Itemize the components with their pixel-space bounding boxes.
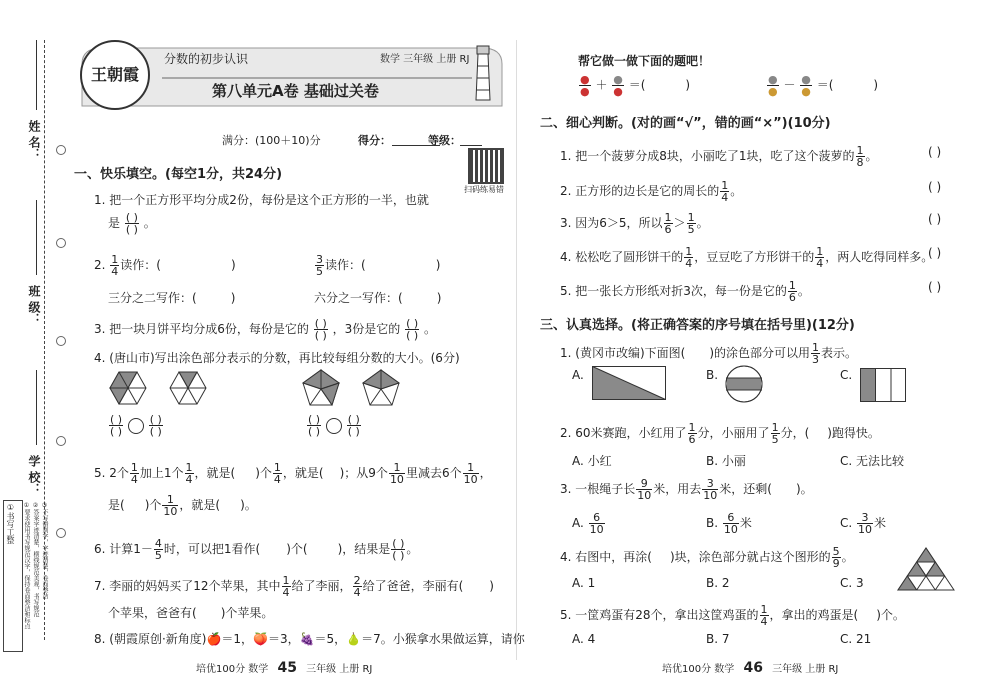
q1-line1: 1. 把一个正方形平均分成2份，每份是这个正方形的一半，也就 (94, 193, 429, 207)
grade-label: 等级： (428, 134, 461, 147)
qr-label: 扫码练易错 (464, 185, 504, 194)
page-title: 第八单元A卷 基础过关卷 (212, 82, 379, 100)
fraction-blank[interactable]: $\frac{( )}{( )}$ (314, 317, 327, 342)
tips-box (3, 500, 23, 652)
hole-mark (56, 336, 66, 346)
fraction-1-4: $\frac{1}{4}$ (111, 253, 119, 278)
tip-notes (22, 500, 62, 650)
hole-mark (56, 436, 66, 446)
logo: 王朝霞 (80, 40, 150, 110)
fraction-3-5: $\frac{3}{5}$ (316, 253, 323, 278)
judge-answer-2[interactable]: ( ) (928, 180, 942, 194)
choice-4-opt-b[interactable]: B. 2 (706, 576, 730, 590)
q5-line2: 是( )个 $\frac{1}{10}$ ，就是( )。 (108, 493, 257, 518)
q1-line2 (108, 212, 156, 235)
choice-2-opt-a[interactable]: A. 小红 (572, 454, 612, 468)
grade-line (460, 145, 482, 146)
choice-4: 4. 右图中，再涂( )块，涂色部分就占这个图形的 $\frac{5}{9}$ 。 (560, 545, 854, 570)
judge-3: 3. 因为6＞5，所以 $\frac{1}{6}$ ＞ $\frac{1}{5}$ 。 (560, 211, 709, 236)
right-intro: 帮它做一做下面的题吧！ (578, 54, 711, 68)
lighthouse-icon (468, 42, 498, 104)
center-fold (516, 40, 517, 660)
pentagon-b (363, 370, 399, 405)
judge-1: 1. 把一个菠萝分成8块，小丽吃了1块，吃了这个菠萝的 $\frac{1}{8}$ 。 (560, 144, 878, 169)
fraction-blank[interactable]: $\frac{( )}{( )}$ (406, 317, 419, 342)
q2-a: 2. $\frac{1}{4}$ 读作：( ) (94, 253, 236, 278)
q8: 8. (朝霞原创·新角度)🍎＝1，🍑＝3，🍇＝5，🍐＝7。小猴拿水果做运算，请你 (94, 632, 525, 646)
q4-compare-a[interactable]: $\frac{( )}{( )}$ $\frac{( )}{( )}$ (110, 413, 162, 438)
grade-meta: 数学 三年级 上册 RJ (380, 54, 470, 65)
judge-answer-3[interactable]: ( ) (928, 212, 942, 226)
q4-compare-b[interactable]: $\frac{( )}{( )}$ $\frac{( )}{( )}$ (308, 413, 360, 438)
judge-answer-1[interactable]: ( ) (928, 145, 942, 159)
choice-3: 3. 一根绳子长 $\frac{9}{10}$ 米，用去 $\frac{3}{10}$ 米，还剩( )。 (560, 477, 813, 502)
pentagon-a (303, 370, 339, 405)
choice-5-opt-c[interactable]: C. 21 (840, 632, 872, 646)
q2-d: 六分之一写作：( ) (314, 291, 442, 305)
judge-answer-5[interactable]: ( ) (928, 280, 942, 294)
full-score: 满分：(100＋10)分 (222, 134, 321, 147)
q5-line1: 5. 2个 $\frac{1}{4}$ 加上1个 $\frac{1}{4}$ ，就是( )个 $\frac{1}{4}$ ，就是( )；从9个 $\frac{1}{10}$ 里减去6个 $\frac{1}{10}$ ， (94, 461, 492, 486)
choice-1-opt-a[interactable]: A. (572, 368, 584, 382)
judge-2: 2. 正方形的边长是它的周长的 $\frac{1}{4}$ 。 (560, 179, 743, 204)
hole-mark (56, 238, 66, 248)
school-line (36, 370, 37, 445)
option-b-figure (724, 364, 764, 404)
option-c-figure (860, 368, 906, 402)
q2-b: $\frac{3}{5}$ 读作：( ) (316, 253, 441, 278)
name-line (36, 40, 37, 110)
choice-5-opt-b[interactable]: B. 7 (706, 632, 730, 646)
name-label: 姓 名： (27, 120, 41, 161)
q6: 6. 计算1－ $\frac{4}{5}$ 时，可以把1看作( )个( )，结果是 $\frac{( )}{( )}$ 。 (94, 537, 419, 562)
section2-title: 二、细心判断。(对的画“√”，错的画“×”)(10分) (540, 116, 831, 131)
choice-2-opt-b[interactable]: B. 小丽 (706, 454, 746, 468)
choice-5-opt-a[interactable]: A. 4 (572, 632, 596, 646)
judge-answer-4[interactable]: ( ) (928, 246, 942, 260)
choice-3-opt-a[interactable]: A. $\frac{6}{10}$ (572, 511, 604, 536)
q4-shapes (106, 368, 406, 410)
fruit-eq-2: $\frac{●}{●}$ － $\frac{●}{●}$ ＝( ) (768, 73, 879, 98)
choice-1-opt-b[interactable]: B. (706, 368, 719, 382)
choice-2-opt-c[interactable]: C. 无法比较 (840, 454, 905, 468)
triangle-grid-figure (896, 546, 956, 592)
tip-note-1: ①要求使用书写规范汉字，保持卷面整洁和标点 (23, 502, 30, 629)
q7-line1: 7. 李丽的妈妈买了12个苹果，其中 $\frac{1}{4}$ 给了李丽， $\frac{2}{4}$ 给了爸爸，李丽有( ) (94, 574, 494, 599)
score-label: 得分： (358, 134, 391, 147)
page-number-right: 46 (743, 660, 763, 676)
q1-text: 是 (108, 216, 121, 230)
section1-title: 一、快乐填空。(每空1分，共24分) (74, 167, 283, 182)
choice-3-opt-c[interactable]: C. $\frac{3}{10}$ 米 (840, 511, 887, 536)
q1-end: 。 (143, 216, 156, 230)
page-number-left: 45 (277, 660, 297, 676)
tip-1: ①书写工整 (6, 503, 15, 544)
fraction-blank[interactable]: $\frac{( )}{( )}$ (125, 211, 138, 236)
class-label: 班 级： (27, 285, 41, 326)
choice-2: 2. 60米赛跑，小红用了 $\frac{1}{6}$ 分，小丽用了 $\frac{1}{5}$ 分，( )跑得快。 (560, 421, 880, 446)
header-banner (72, 36, 510, 116)
judge-5: 5. 把一张长方形纸对折3次，每一份是它的 $\frac{1}{6}$ 。 (560, 279, 810, 304)
class-line (36, 200, 37, 275)
choice-4-opt-c[interactable]: C. 3 (840, 576, 864, 590)
hole-mark (56, 145, 66, 155)
qr-code[interactable] (468, 148, 504, 184)
hexagon-a (110, 372, 146, 404)
q4: 4. (唐山市)写出涂色部分表示的分数，再比较每组分数的大小。(6分) (94, 351, 460, 365)
q2-c: 三分之二写作：( ) (108, 291, 236, 305)
footer-right: 培优100分 数学 46 三年级 上册 RJ (662, 660, 839, 676)
choice-1-opt-c[interactable]: C. (840, 368, 853, 382)
binding-sidebar (0, 0, 72, 692)
option-a-figure (592, 366, 666, 400)
topic: 分数的初步认识 (164, 52, 249, 66)
fruit-eq-1: $\frac{●}{●}$ ＋ $\frac{●}{●}$ ＝( ) (580, 73, 691, 98)
choice-3-opt-b[interactable]: B. $\frac{6}{10}$ 米 (706, 511, 752, 536)
choice-1: 1. (黄冈市改编)下面图( )的涂色部分可以用 $\frac{1}{3}$ 表示。 (560, 341, 858, 366)
footer-left: 培优100分 数学 45 三年级 上册 RJ (196, 660, 373, 676)
tip-note-3: ③不写错别字，字迹清楚，卷面整洁 (41, 502, 48, 599)
judge-4: 4. 松松吃了圆形饼干的 $\frac{1}{4}$ ，豆豆吃了方形饼干的 $\frac{1}{4}$ ，两人吃得同样多。 (560, 245, 934, 270)
choice-5: 5. 一筐鸡蛋有28个，拿出这筐鸡蛋的 $\frac{1}{4}$ ，拿出的鸡蛋是( )个。 (560, 603, 905, 628)
tip-note-2: ②答案字迹清楚，横线规范美观，书写规范 (32, 502, 39, 617)
school-label: 学 校： (27, 455, 41, 496)
choice-4-opt-a[interactable]: A. 1 (572, 576, 596, 590)
hexagon-b (170, 372, 206, 404)
q7-line2: 个苹果，爸爸有( )个苹果。 (108, 606, 274, 620)
q3: 3. 把一块月饼平均分成6份，每份是它的 $\frac{( )}{( )}$ ，3份是它的 $\frac{( )}{( )}$ 。 (94, 317, 437, 342)
section3-title: 三、认真选择。(将正确答案的序号填在括号里)(12分) (540, 318, 855, 333)
